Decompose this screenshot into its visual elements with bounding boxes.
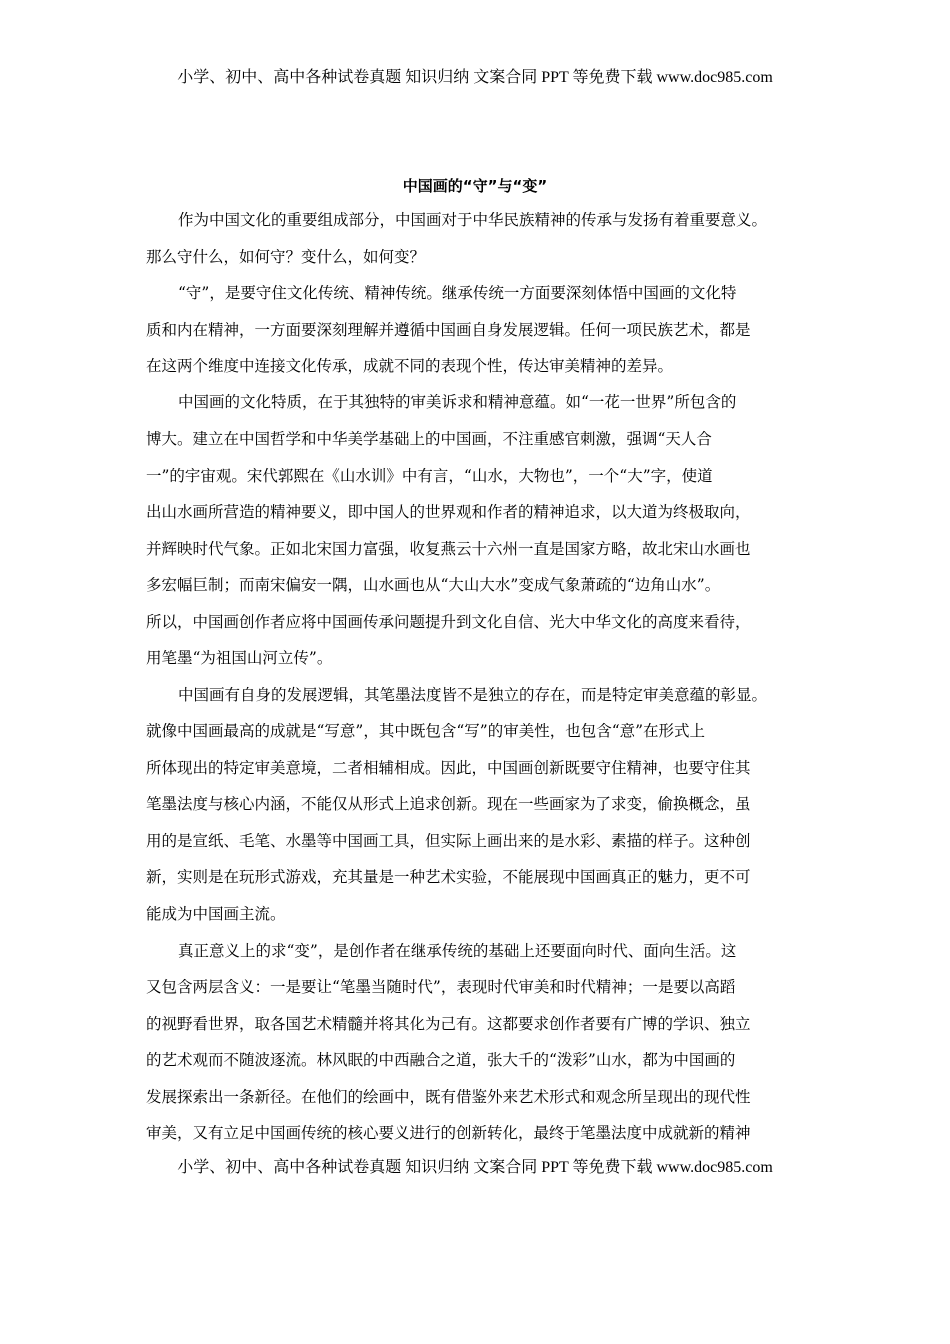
paragraph-line: 博大。建立在中国哲学和中华美学基础上的中国画，不注重感官刺激，强调“天人合 bbox=[146, 430, 712, 448]
paragraph-line: 又包含两层含义：一是要让“笔墨当随时代”，表现时代审美和时代精神；一是要以高蹈 bbox=[146, 978, 736, 996]
paragraph-line: 用笔墨“为祖国山河立传”。 bbox=[146, 649, 333, 667]
paragraph-line: 发展探索出一条新径。在他们的绘画中，既有借鉴外来艺术形式和观念所呈现出的现代性 bbox=[146, 1088, 751, 1106]
paragraph-line: 笔墨法度与核心内涵，不能仅从形式上追求创新。现在一些画家为了求变，偷换概念，虽 bbox=[146, 795, 751, 813]
article-title: 中国画的“守”与“变” bbox=[402, 177, 548, 195]
page-footer: 小学、初中、高中各种试卷真题 知识归纳 文案合同 PPT 等免费下载 www.doc985.com bbox=[177, 1159, 773, 1176]
paragraph-line: 出山水画所营造的精神要义，即中国人的世界观和作者的精神追求，以大道为终极取向， bbox=[146, 503, 751, 521]
paragraph-line: 用的是宣纸、毛笔、水墨等中国画工具，但实际上画出来的是水彩、素描的样子。这种创 bbox=[146, 832, 751, 850]
paragraph-line: 新，实则是在玩形式游戏，充其量是一种艺术实验，不能展现中国画真正的魅力，更不可 bbox=[146, 868, 751, 886]
paragraph-line: 就像中国画最高的成就是“写意”，其中既包含“写”的审美性，也包含“意”在形式上 bbox=[146, 722, 706, 740]
paragraph-line: 审美，又有立足中国画传统的核心要义进行的创新转化，最终于笔墨法度中成就新的精神 bbox=[146, 1124, 751, 1142]
paragraph-line: 能成为中国画主流。 bbox=[146, 905, 286, 923]
paragraph-line: 多宏幅巨制；而南宋偏安一隅，山水画也从“大山大水”变成气象萧疏的“边角山水”。 bbox=[146, 576, 721, 594]
paragraph-line: 所体现出的特定审美意境，二者相辅相成。因此，中国画创新既要守住精神，也要守住其 bbox=[146, 759, 751, 777]
paragraph-line: 的艺术观而不随波逐流。林风眠的中西融合之道，张大千的“泼彩”山水，都为中国画的 bbox=[146, 1051, 736, 1069]
paragraph-line: 真正意义上的求“变”，是创作者在继承传统的基础上还要面向时代、面向生活。这 bbox=[178, 942, 737, 960]
paragraph-line: 质和内在精神，一方面要深刻理解并遵循中国画自身发展逻辑。任何一项民族艺术，都是 bbox=[146, 321, 751, 339]
paragraph-line: 中国画的文化特质，在于其独特的审美诉求和精神意蕴。如“一花一世界”所包含的 bbox=[178, 393, 737, 411]
paragraph-line: 那么守什么，如何守？变什么，如何变？ bbox=[146, 248, 426, 266]
paragraph-line: 的视野看世界，取各国艺术精髓并将其化为己有。这都要求创作者要有广博的学识、独立 bbox=[146, 1015, 751, 1033]
paragraph-line: 所以，中国画创作者应将中国画传承问题提升到文化自信、光大中华文化的高度来看待， bbox=[146, 613, 751, 631]
paragraph-line: 并辉映时代气象。正如北宋国力富强，收复燕云十六州一直是国家方略，故北宋山水画也 bbox=[146, 540, 751, 558]
paragraph-line: 一”的宇宙观。宋代郭熙在《山水训》中有言，“山水，大物也”，一个“大”字，使道 bbox=[146, 467, 713, 485]
page-header: 小学、初中、高中各种试卷真题 知识归纳 文案合同 PPT 等免费下载 www.doc985.com bbox=[177, 69, 773, 86]
paragraph-line: “守”，是要守住文化传统、精神传统。继承传统一方面要深刻体悟中国画的文化特 bbox=[178, 284, 737, 302]
paragraph-line: 作为中国文化的重要组成部分，中国画对于中华民族精神的传承与发扬有着重要意义。 bbox=[178, 211, 768, 229]
paragraph-line: 在这两个维度中连接文化传承，成就不同的表现个性，传达审美精神的差异。 bbox=[146, 357, 674, 375]
paragraph-line: 中国画有自身的发展逻辑，其笔墨法度皆不是独立的存在，而是特定审美意蕴的彰显。 bbox=[178, 686, 768, 704]
